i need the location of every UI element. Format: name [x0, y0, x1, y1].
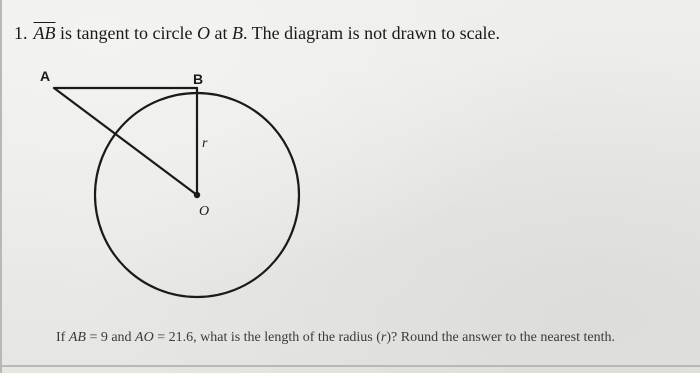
- question-number: 1.: [14, 23, 28, 43]
- prompt-text-1: If: [56, 330, 69, 345]
- label-a: A: [40, 68, 51, 84]
- statement-text-2: at: [209, 23, 232, 43]
- prompt-var-r: r: [380, 330, 387, 345]
- question-prompt: [56, 329, 686, 346]
- prompt-var-ab: AB: [68, 330, 86, 345]
- statement-text-3: . The diagram is not drawn to scale.: [242, 23, 501, 43]
- prompt-text-2: = 9 and: [85, 330, 136, 345]
- prompt-text-3: = 21.6, what is the length of the radius (: [153, 330, 381, 345]
- segment-ab: $\overline{AB}$: [33, 23, 56, 43]
- tangent-point: B: [231, 23, 243, 43]
- circle-name: O: [196, 23, 210, 43]
- prompt-text-4: )? Round the answer to the nearest tenth.: [386, 330, 615, 345]
- center-point-o: [194, 192, 200, 198]
- label-b: B: [193, 71, 204, 87]
- label-o: O: [199, 204, 210, 219]
- segment-ao: [54, 88, 197, 195]
- prompt-var-ao: AO: [135, 330, 154, 345]
- label-r: r: [202, 136, 208, 151]
- statement-text-1: is tangent to circle: [55, 23, 197, 43]
